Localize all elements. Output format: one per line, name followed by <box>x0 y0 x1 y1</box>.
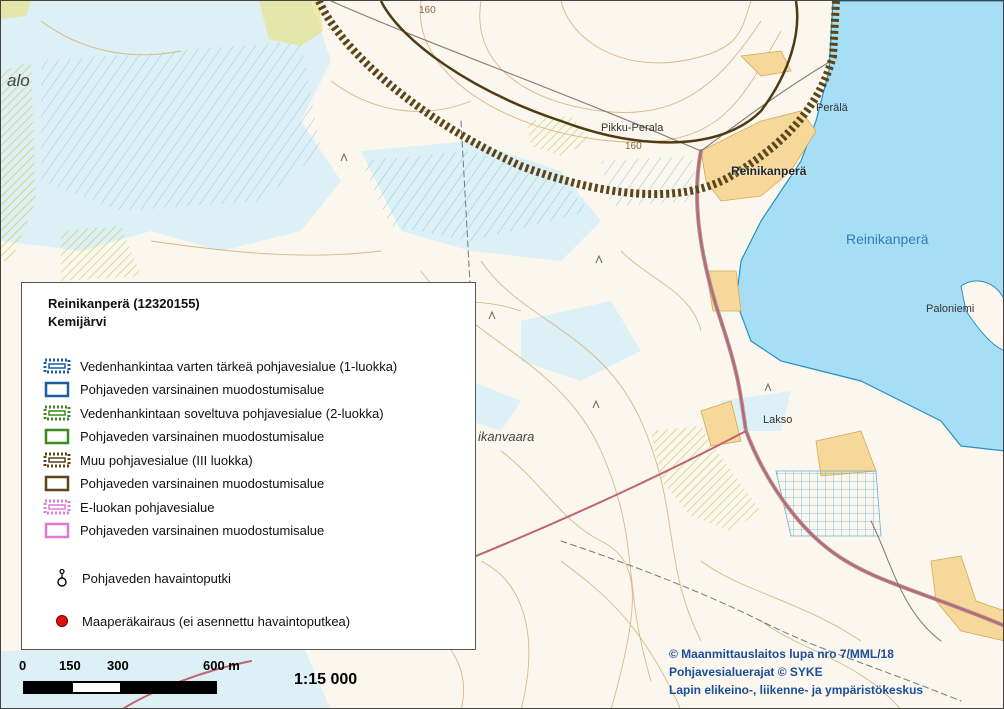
legend-subtitle: Kemijärvi <box>48 314 107 329</box>
legend-item: Pohjaveden havaintoputki <box>42 569 231 587</box>
map-legend <box>21 282 476 650</box>
credit-line-1: © Maanmittauslaitos lupa nro 7/MML/18 <box>669 647 894 661</box>
class3-hatched-icon <box>42 451 72 469</box>
class2-hatched-icon <box>42 404 72 422</box>
legend-item: Muu pohjavesialue (III luokka) <box>42 451 253 469</box>
scale-ratio: 1:15 000 <box>294 671 358 688</box>
scale-tick-0: 0 <box>19 658 27 673</box>
scale-bar <box>23 681 217 694</box>
lakso-label: Lakso <box>763 414 793 426</box>
observation-tube-icon <box>42 569 72 587</box>
paloniemi-label: Paloniemi <box>926 303 975 315</box>
hatched-area-2 <box>651 426 761 531</box>
contour-label-2: 160 <box>625 141 642 152</box>
ikanvaara-label: ikanvaara <box>478 429 535 444</box>
class2-formation-icon <box>42 427 72 445</box>
alo-label: alo <box>7 71 30 90</box>
legend-title: Reinikanperä (12320155) <box>48 296 200 311</box>
class3-formation-icon <box>42 474 72 492</box>
class-e-formation-icon <box>42 521 72 539</box>
mire-hatching <box>41 41 321 211</box>
credit-line-2: Pohjavesialuerajat © SYKE <box>669 665 823 679</box>
village-label: Reinikanperä <box>731 164 807 178</box>
legend-item: Pohjaveden varsinainen muodostumisalue <box>42 474 324 492</box>
pikku-perala-label: Pikku-Perala <box>601 122 664 134</box>
contour-label: 160 <box>419 5 436 16</box>
legend-item: E-luokan pohjavesialue <box>42 498 214 516</box>
legend-item: Vedenhankintaa varten tärkeä pohjavesialue (1-luokka) <box>42 357 397 375</box>
field-grid <box>776 471 881 536</box>
mire-hatching-3 <box>601 156 701 206</box>
scale-tick-150: 150 <box>59 658 81 673</box>
hatched-area <box>526 116 591 156</box>
scale-tick-600: 600 m <box>203 658 240 673</box>
class1-formation-icon <box>42 380 72 398</box>
lake-label: Reinikanperä <box>846 231 929 247</box>
legend-item: Vedenhankintaan soveltuva pohjavesialue (2-luokka) <box>42 404 384 422</box>
scale-tick-300: 300 <box>107 658 129 673</box>
class1-hatched-icon <box>42 357 72 375</box>
class-e-hatched-icon <box>42 498 72 516</box>
legend-item: Maaperäkairaus (ei asennettu havaintoputkea) <box>42 612 350 630</box>
credit-line-3: Lapin elikeino-, liikenne- ja ympäristökeskus <box>669 683 924 697</box>
legend-item: Pohjaveden varsinainen muodostumisalue <box>42 427 324 445</box>
perala-label: Perälä <box>816 102 848 114</box>
legend-item: Pohjaveden varsinainen muodostumisalue <box>42 521 324 539</box>
drilling-point-icon <box>42 612 72 630</box>
legend-item: Pohjaveden varsinainen muodostumisalue <box>42 380 324 398</box>
